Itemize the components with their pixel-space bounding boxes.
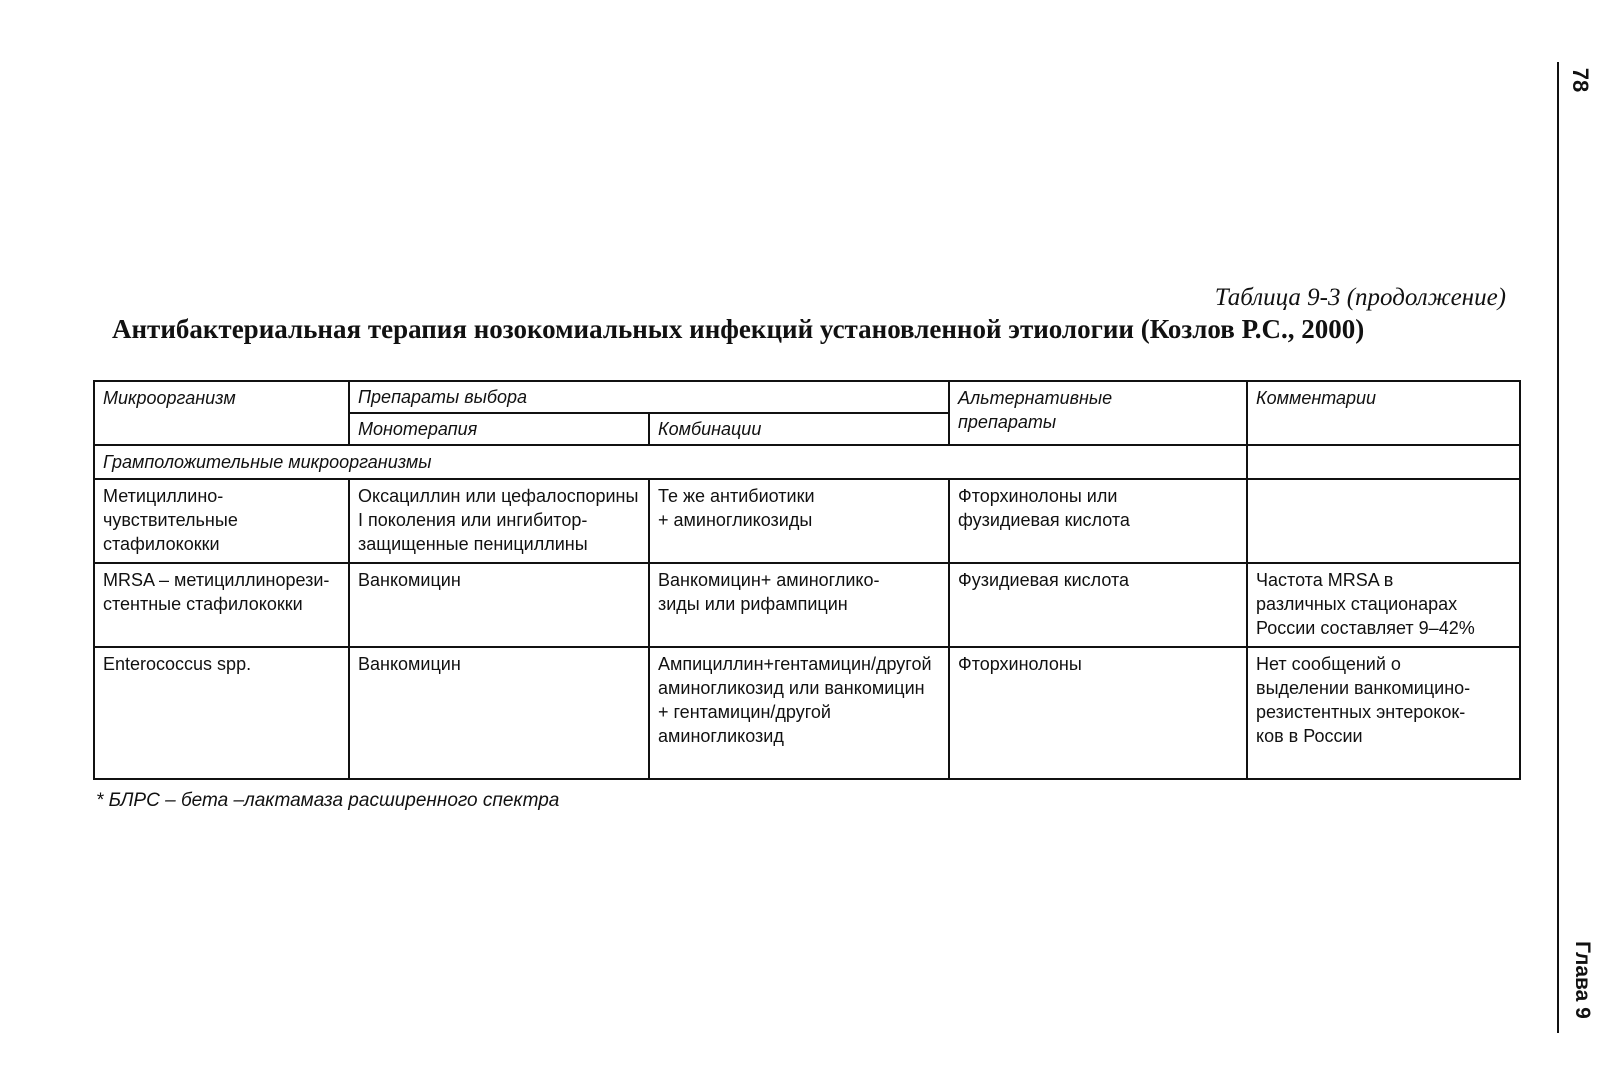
table-row [94, 647, 1520, 779]
monotherapy-cell: Оксациллин или цефалоспорины I поколения или ингибитор- защищенные пенициллины [349, 479, 649, 563]
section-row [94, 445, 1520, 479]
side-rule [1557, 62, 1559, 1033]
organism-cell: MRSA – метициллинорези- стентные стафилококки [94, 563, 349, 647]
monotherapy-cell: Ванкомицин [349, 647, 649, 779]
alternative-cell: Фторхинолоны [949, 647, 1247, 779]
header-combinations: Комбинации [649, 413, 949, 445]
chapter-label: Глава 9 [1571, 941, 1594, 1019]
comment-cell: Частота MRSA в различных стационарах России составляет 9–42% [1247, 563, 1520, 647]
alternative-cell: Фузидиевая кислота [949, 563, 1247, 647]
table-label: Таблица 9-3 (продолжение) [1214, 284, 1506, 311]
page-number: 78 [1568, 67, 1593, 93]
section-label: Грамположительные микроорганизмы [94, 445, 1247, 479]
combination-cell: Ванкомицин+ аминоглико- зиды или рифампицин [649, 563, 949, 647]
organism-cell: Метициллино- чувствительные стафилококки [94, 479, 349, 563]
header-microorganism: Микроорганизм [94, 381, 349, 445]
footnote: * БЛРС – бета –лактамаза расширенного спектра [96, 790, 560, 811]
combination-cell: Те же антибиотики + аминогликозиды [649, 479, 949, 563]
header-comments: Комментарии [1247, 381, 1520, 445]
header-drugs-of-choice: Препараты выбора [349, 381, 949, 413]
table-row [94, 479, 1520, 563]
therapy-table [93, 380, 1521, 780]
comment-cell [1247, 479, 1520, 563]
table-row [94, 563, 1520, 647]
header-monotherapy: Монотерапия [349, 413, 649, 445]
organism-cell: Enterococcus spp. [94, 647, 349, 779]
alternative-cell: Фторхинолоны или фузидиевая кислота [949, 479, 1247, 563]
header-alternative: Альтернативные препараты [949, 381, 1247, 445]
header-row [94, 381, 1520, 413]
combination-cell: Ампициллин+гентамицин/другой аминогликозид или ванкомицин + гентамицин/другой аминогликозид [649, 647, 949, 779]
section-blank-cell [1247, 445, 1520, 479]
comment-cell: Нет сообщений о выделении ванкомицино- резистентных энтерокок- ков в России [1247, 647, 1520, 779]
table-title: Антибактериальная терапия нозокомиальных инфекций установленной этиологии (Козлов Р.С., 2000) [112, 314, 1365, 344]
monotherapy-cell: Ванкомицин [349, 563, 649, 647]
